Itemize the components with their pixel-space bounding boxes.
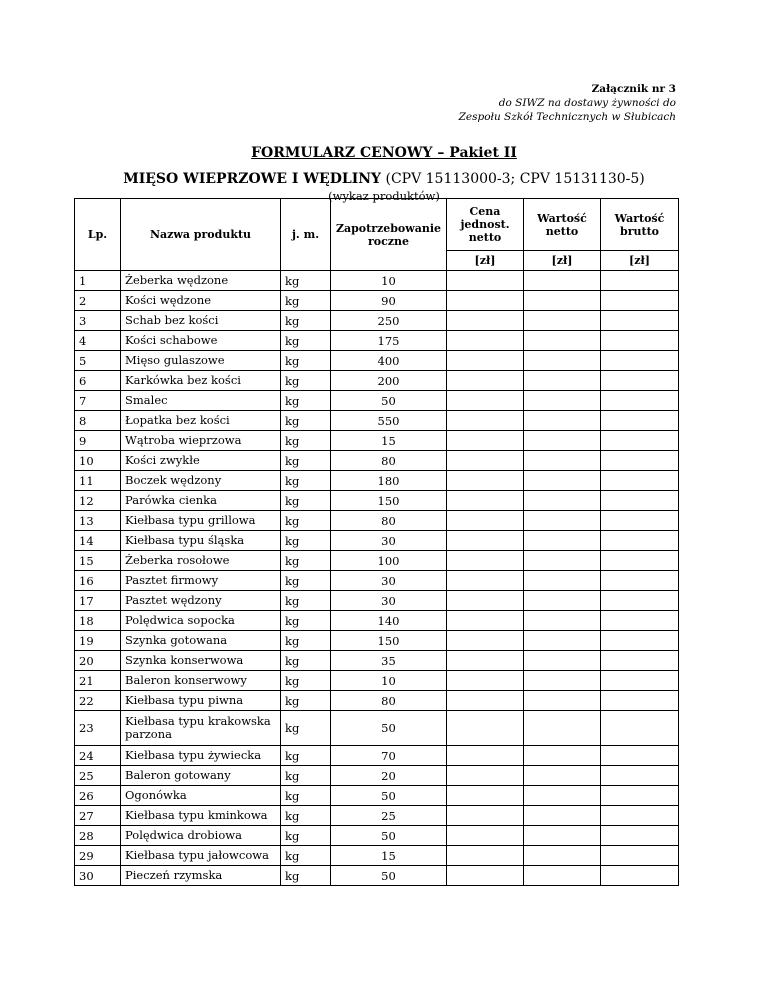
row-unit-price-cell[interactable] — [447, 746, 524, 766]
row-unit: kg — [281, 806, 331, 826]
row-gross-value-cell[interactable] — [601, 591, 679, 611]
row-net-value-cell[interactable] — [524, 611, 601, 631]
header-gross: Wartość brutto — [601, 199, 679, 251]
table-row — [75, 531, 679, 551]
row-gross-value-cell[interactable] — [601, 511, 679, 531]
row-gross-value-cell[interactable] — [601, 471, 679, 491]
row-product-name: Żeberka rosołowe — [121, 551, 281, 571]
row-product-name: Kiełbasa typu piwna — [121, 691, 281, 711]
row-gross-value-cell[interactable] — [601, 826, 679, 846]
row-unit-price-cell[interactable] — [447, 571, 524, 591]
row-unit-price-cell[interactable] — [447, 651, 524, 671]
row-lp: 10 — [75, 451, 121, 471]
row-quantity: 50 — [331, 786, 447, 806]
row-gross-value-cell[interactable] — [601, 691, 679, 711]
row-unit: kg — [281, 826, 331, 846]
row-net-value-cell[interactable] — [524, 451, 601, 471]
row-product-name: Pasztet wędzony — [121, 591, 281, 611]
row-net-value-cell[interactable] — [524, 691, 601, 711]
row-unit-price-cell[interactable] — [447, 631, 524, 651]
row-net-value-cell[interactable] — [524, 271, 601, 291]
row-unit-price-cell[interactable] — [447, 551, 524, 571]
row-gross-value-cell[interactable] — [601, 451, 679, 471]
row-unit: kg — [281, 271, 331, 291]
row-product-name: Pasztet firmowy — [121, 571, 281, 591]
row-lp: 22 — [75, 691, 121, 711]
row-quantity: 140 — [331, 611, 447, 631]
table-row — [75, 746, 679, 766]
header-jm: j. m. — [281, 199, 331, 271]
row-gross-value-cell[interactable] — [601, 571, 679, 591]
table-row — [75, 711, 679, 746]
row-unit-price-cell[interactable] — [447, 846, 524, 866]
row-unit-price-cell[interactable] — [447, 711, 524, 746]
row-product-name: Mięso gulaszowe — [121, 351, 281, 371]
row-gross-value-cell[interactable] — [601, 351, 679, 371]
row-gross-value-cell[interactable] — [601, 671, 679, 691]
row-quantity: 150 — [331, 491, 447, 511]
row-net-value-cell[interactable] — [524, 511, 601, 531]
table-body — [75, 271, 679, 886]
page-subtitle — [0, 171, 768, 187]
row-quantity: 10 — [331, 671, 447, 691]
row-product-name: Kiełbasa typu śląska — [121, 531, 281, 551]
row-gross-value-cell[interactable] — [601, 711, 679, 746]
row-product-name: Szynka gotowana — [121, 631, 281, 651]
row-unit-price-cell[interactable] — [447, 806, 524, 826]
row-gross-value-cell[interactable] — [601, 391, 679, 411]
row-gross-value-cell[interactable] — [601, 531, 679, 551]
row-unit: kg — [281, 671, 331, 691]
row-unit: kg — [281, 471, 331, 491]
row-lp: 8 — [75, 411, 121, 431]
row-product-name: Smalec — [121, 391, 281, 411]
row-unit-price-cell[interactable] — [447, 331, 524, 351]
table-row — [75, 786, 679, 806]
row-product-name: Polędwica sopocka — [121, 611, 281, 631]
row-quantity: 20 — [331, 766, 447, 786]
row-net-value-cell[interactable] — [524, 631, 601, 651]
row-lp: 18 — [75, 611, 121, 631]
row-unit: kg — [281, 351, 331, 371]
row-quantity: 80 — [331, 511, 447, 531]
row-lp: 23 — [75, 711, 121, 746]
row-lp: 27 — [75, 806, 121, 826]
row-net-value-cell[interactable] — [524, 371, 601, 391]
row-lp: 11 — [75, 471, 121, 491]
table-row — [75, 471, 679, 491]
row-unit: kg — [281, 311, 331, 331]
row-gross-value-cell[interactable] — [601, 806, 679, 826]
row-quantity: 100 — [331, 551, 447, 571]
table-row — [75, 766, 679, 786]
row-unit-price-cell[interactable] — [447, 691, 524, 711]
table-row — [75, 411, 679, 431]
row-unit: kg — [281, 786, 331, 806]
table-row — [75, 351, 679, 371]
row-product-name: Łopatka bez kości — [121, 411, 281, 431]
row-product-name: Schab bez kości — [121, 311, 281, 331]
row-lp: 16 — [75, 571, 121, 591]
row-gross-value-cell[interactable] — [601, 746, 679, 766]
row-gross-value-cell[interactable] — [601, 866, 679, 886]
annex-number: Załącznik nr 3 — [591, 83, 676, 95]
row-unit: kg — [281, 766, 331, 786]
row-quantity: 175 — [331, 331, 447, 351]
row-unit-price-cell[interactable] — [447, 471, 524, 491]
row-gross-value-cell[interactable] — [601, 766, 679, 786]
row-product-name: Kiełbasa typu żywiecka — [121, 746, 281, 766]
row-unit: kg — [281, 691, 331, 711]
header-net: Wartość netto — [524, 199, 601, 251]
row-unit-price-cell[interactable] — [447, 591, 524, 611]
table-row — [75, 671, 679, 691]
row-quantity: 15 — [331, 431, 447, 451]
row-net-value-cell[interactable] — [524, 491, 601, 511]
row-quantity: 200 — [331, 371, 447, 391]
header-currency: [zł] — [524, 251, 601, 271]
row-unit-price-cell[interactable] — [447, 786, 524, 806]
row-lp: 9 — [75, 431, 121, 451]
row-quantity: 10 — [331, 271, 447, 291]
row-quantity: 250 — [331, 311, 447, 331]
row-lp: 6 — [75, 371, 121, 391]
row-gross-value-cell[interactable] — [601, 491, 679, 511]
row-unit-price-cell[interactable] — [447, 271, 524, 291]
row-product-name: Pieczeń rzymska — [121, 866, 281, 886]
row-lp: 26 — [75, 786, 121, 806]
table-row — [75, 331, 679, 351]
row-product-name: Kiełbasa typu kminkowa — [121, 806, 281, 826]
row-gross-value-cell[interactable] — [601, 631, 679, 651]
row-quantity: 50 — [331, 866, 447, 886]
row-unit: kg — [281, 371, 331, 391]
annex-line-3: Zespołu Szkół Technicznych w Słubicach — [458, 111, 676, 123]
row-net-value-cell[interactable] — [524, 766, 601, 786]
row-quantity: 30 — [331, 571, 447, 591]
row-net-value-cell[interactable] — [524, 786, 601, 806]
row-net-value-cell[interactable] — [524, 846, 601, 866]
table-row — [75, 391, 679, 411]
row-product-name: Kości zwykłe — [121, 451, 281, 471]
row-unit-price-cell[interactable] — [447, 411, 524, 431]
row-gross-value-cell[interactable] — [601, 431, 679, 451]
row-lp: 20 — [75, 651, 121, 671]
row-quantity: 50 — [331, 711, 447, 746]
row-quantity: 15 — [331, 846, 447, 866]
row-gross-value-cell[interactable] — [601, 551, 679, 571]
table-row — [75, 371, 679, 391]
table-row — [75, 826, 679, 846]
row-unit-price-cell[interactable] — [447, 351, 524, 371]
row-unit: kg — [281, 291, 331, 311]
row-lp: 21 — [75, 671, 121, 691]
row-unit: kg — [281, 511, 331, 531]
row-quantity: 80 — [331, 691, 447, 711]
row-gross-value-cell[interactable] — [601, 611, 679, 631]
row-quantity: 180 — [331, 471, 447, 491]
row-lp: 2 — [75, 291, 121, 311]
row-unit: kg — [281, 611, 331, 631]
row-lp: 1 — [75, 271, 121, 291]
subtitle-category: MIĘSO WIEPRZOWE I WĘDLINY — [123, 171, 382, 187]
row-product-name: Wątroba wieprzowa — [121, 431, 281, 451]
row-net-value-cell[interactable] — [524, 571, 601, 591]
row-unit: kg — [281, 591, 331, 611]
row-lp: 25 — [75, 766, 121, 786]
table-row — [75, 431, 679, 451]
table-row — [75, 571, 679, 591]
row-quantity: 550 — [331, 411, 447, 431]
row-unit-price-cell[interactable] — [447, 511, 524, 531]
row-unit: kg — [281, 491, 331, 511]
row-unit-price-cell[interactable] — [447, 491, 524, 511]
row-gross-value-cell[interactable] — [601, 271, 679, 291]
page-subnote: (wykaz produktów) — [328, 189, 440, 203]
row-net-value-cell[interactable] — [524, 351, 601, 371]
row-unit: kg — [281, 391, 331, 411]
row-gross-value-cell[interactable] — [601, 311, 679, 331]
row-lp: 3 — [75, 311, 121, 331]
row-unit-price-cell[interactable] — [447, 671, 524, 691]
table-row — [75, 866, 679, 886]
row-unit: kg — [281, 846, 331, 866]
header-currency: [zł] — [601, 251, 679, 271]
row-unit: kg — [281, 531, 331, 551]
row-net-value-cell[interactable] — [524, 826, 601, 846]
row-quantity: 90 — [331, 291, 447, 311]
table-row — [75, 591, 679, 611]
row-net-value-cell[interactable] — [524, 806, 601, 826]
row-product-name: Żeberka wędzone — [121, 271, 281, 291]
row-unit: kg — [281, 411, 331, 431]
row-product-name: Kiełbasa typu krakowska parzona — [121, 711, 281, 746]
row-net-value-cell[interactable] — [524, 411, 601, 431]
table-row — [75, 846, 679, 866]
row-quantity: 50 — [331, 391, 447, 411]
row-product-name: Baleron konserwowy — [121, 671, 281, 691]
row-lp: 12 — [75, 491, 121, 511]
table-row — [75, 311, 679, 331]
table-row — [75, 451, 679, 471]
row-quantity: 80 — [331, 451, 447, 471]
row-unit: kg — [281, 866, 331, 886]
row-gross-value-cell[interactable] — [601, 786, 679, 806]
row-net-value-cell[interactable] — [524, 866, 601, 886]
table-row — [75, 511, 679, 531]
row-gross-value-cell[interactable] — [601, 291, 679, 311]
row-quantity: 30 — [331, 531, 447, 551]
row-net-value-cell[interactable] — [524, 291, 601, 311]
header-row — [75, 199, 679, 251]
row-unit: kg — [281, 711, 331, 746]
row-unit-price-cell[interactable] — [447, 531, 524, 551]
row-product-name: Boczek wędzony — [121, 471, 281, 491]
row-quantity: 30 — [331, 591, 447, 611]
subtitle-cpv: (CPV 15113000-3; CPV 15131130-5) — [381, 171, 645, 187]
row-quantity: 35 — [331, 651, 447, 671]
row-unit-price-cell[interactable] — [447, 826, 524, 846]
table-row — [75, 291, 679, 311]
row-lp: 29 — [75, 846, 121, 866]
row-product-name: Polędwica drobiowa — [121, 826, 281, 846]
row-unit: kg — [281, 651, 331, 671]
row-unit-price-cell[interactable] — [447, 451, 524, 471]
row-unit-price-cell[interactable] — [447, 866, 524, 886]
annex-note — [459, 82, 676, 124]
row-gross-value-cell[interactable] — [601, 846, 679, 866]
table-row — [75, 551, 679, 571]
row-net-value-cell[interactable] — [524, 591, 601, 611]
table-row — [75, 691, 679, 711]
row-product-name: Kości wędzone — [121, 291, 281, 311]
row-unit: kg — [281, 631, 331, 651]
row-unit-price-cell[interactable] — [447, 291, 524, 311]
row-net-value-cell[interactable] — [524, 311, 601, 331]
row-unit-price-cell[interactable] — [447, 611, 524, 631]
header-qty: Zapotrzebowanie roczne — [331, 199, 447, 271]
row-net-value-cell[interactable] — [524, 651, 601, 671]
row-unit: kg — [281, 331, 331, 351]
row-lp: 14 — [75, 531, 121, 551]
row-lp: 17 — [75, 591, 121, 611]
header-name: Nazwa produktu — [121, 199, 281, 271]
row-lp: 28 — [75, 826, 121, 846]
annex-line-2: do SIWZ na dostawy żywności do — [498, 97, 676, 109]
table-row — [75, 491, 679, 511]
row-net-value-cell[interactable] — [524, 671, 601, 691]
row-net-value-cell[interactable] — [524, 431, 601, 451]
header-currency: [zł] — [447, 251, 524, 271]
table-row — [75, 611, 679, 631]
row-net-value-cell[interactable] — [524, 746, 601, 766]
row-lp: 13 — [75, 511, 121, 531]
row-product-name: Parówka cienka — [121, 491, 281, 511]
row-product-name: Baleron gotowany — [121, 766, 281, 786]
header-unit-price: Cena jednost. netto — [447, 199, 524, 251]
row-unit: kg — [281, 746, 331, 766]
row-unit: kg — [281, 551, 331, 571]
row-lp: 7 — [75, 391, 121, 411]
row-unit-price-cell[interactable] — [447, 766, 524, 786]
row-net-value-cell[interactable] — [524, 531, 601, 551]
row-lp: 19 — [75, 631, 121, 651]
row-quantity: 70 — [331, 746, 447, 766]
row-lp: 30 — [75, 866, 121, 886]
header-lp: Lp. — [75, 199, 121, 271]
row-unit-price-cell[interactable] — [447, 391, 524, 411]
row-net-value-cell[interactable] — [524, 471, 601, 491]
row-gross-value-cell[interactable] — [601, 651, 679, 671]
row-lp: 15 — [75, 551, 121, 571]
row-lp: 5 — [75, 351, 121, 371]
row-unit-price-cell[interactable] — [447, 431, 524, 451]
row-net-value-cell[interactable] — [524, 551, 601, 571]
row-product-name: Karkówka bez kości — [121, 371, 281, 391]
row-unit-price-cell[interactable] — [447, 371, 524, 391]
row-unit: kg — [281, 451, 331, 471]
page-title: FORMULARZ CENOWY – Pakiet II — [251, 145, 517, 161]
row-quantity: 50 — [331, 826, 447, 846]
price-table — [74, 198, 679, 886]
table-row — [75, 271, 679, 291]
row-lp: 4 — [75, 331, 121, 351]
row-lp: 24 — [75, 746, 121, 766]
row-unit-price-cell[interactable] — [447, 311, 524, 331]
row-net-value-cell[interactable] — [524, 331, 601, 351]
row-net-value-cell[interactable] — [524, 711, 601, 746]
row-product-name: Szynka konserwowa — [121, 651, 281, 671]
row-quantity: 25 — [331, 806, 447, 826]
table-row — [75, 651, 679, 671]
row-product-name: Kiełbasa typu jałowcowa — [121, 846, 281, 866]
row-gross-value-cell[interactable] — [601, 411, 679, 431]
row-product-name: Kości schabowe — [121, 331, 281, 351]
row-gross-value-cell[interactable] — [601, 331, 679, 351]
table-row — [75, 631, 679, 651]
row-quantity: 150 — [331, 631, 447, 651]
row-product-name: Ogonówka — [121, 786, 281, 806]
row-unit: kg — [281, 571, 331, 591]
row-net-value-cell[interactable] — [524, 391, 601, 411]
row-gross-value-cell[interactable] — [601, 371, 679, 391]
table-row — [75, 806, 679, 826]
row-unit: kg — [281, 431, 331, 451]
row-quantity: 400 — [331, 351, 447, 371]
row-product-name: Kiełbasa typu grillowa — [121, 511, 281, 531]
